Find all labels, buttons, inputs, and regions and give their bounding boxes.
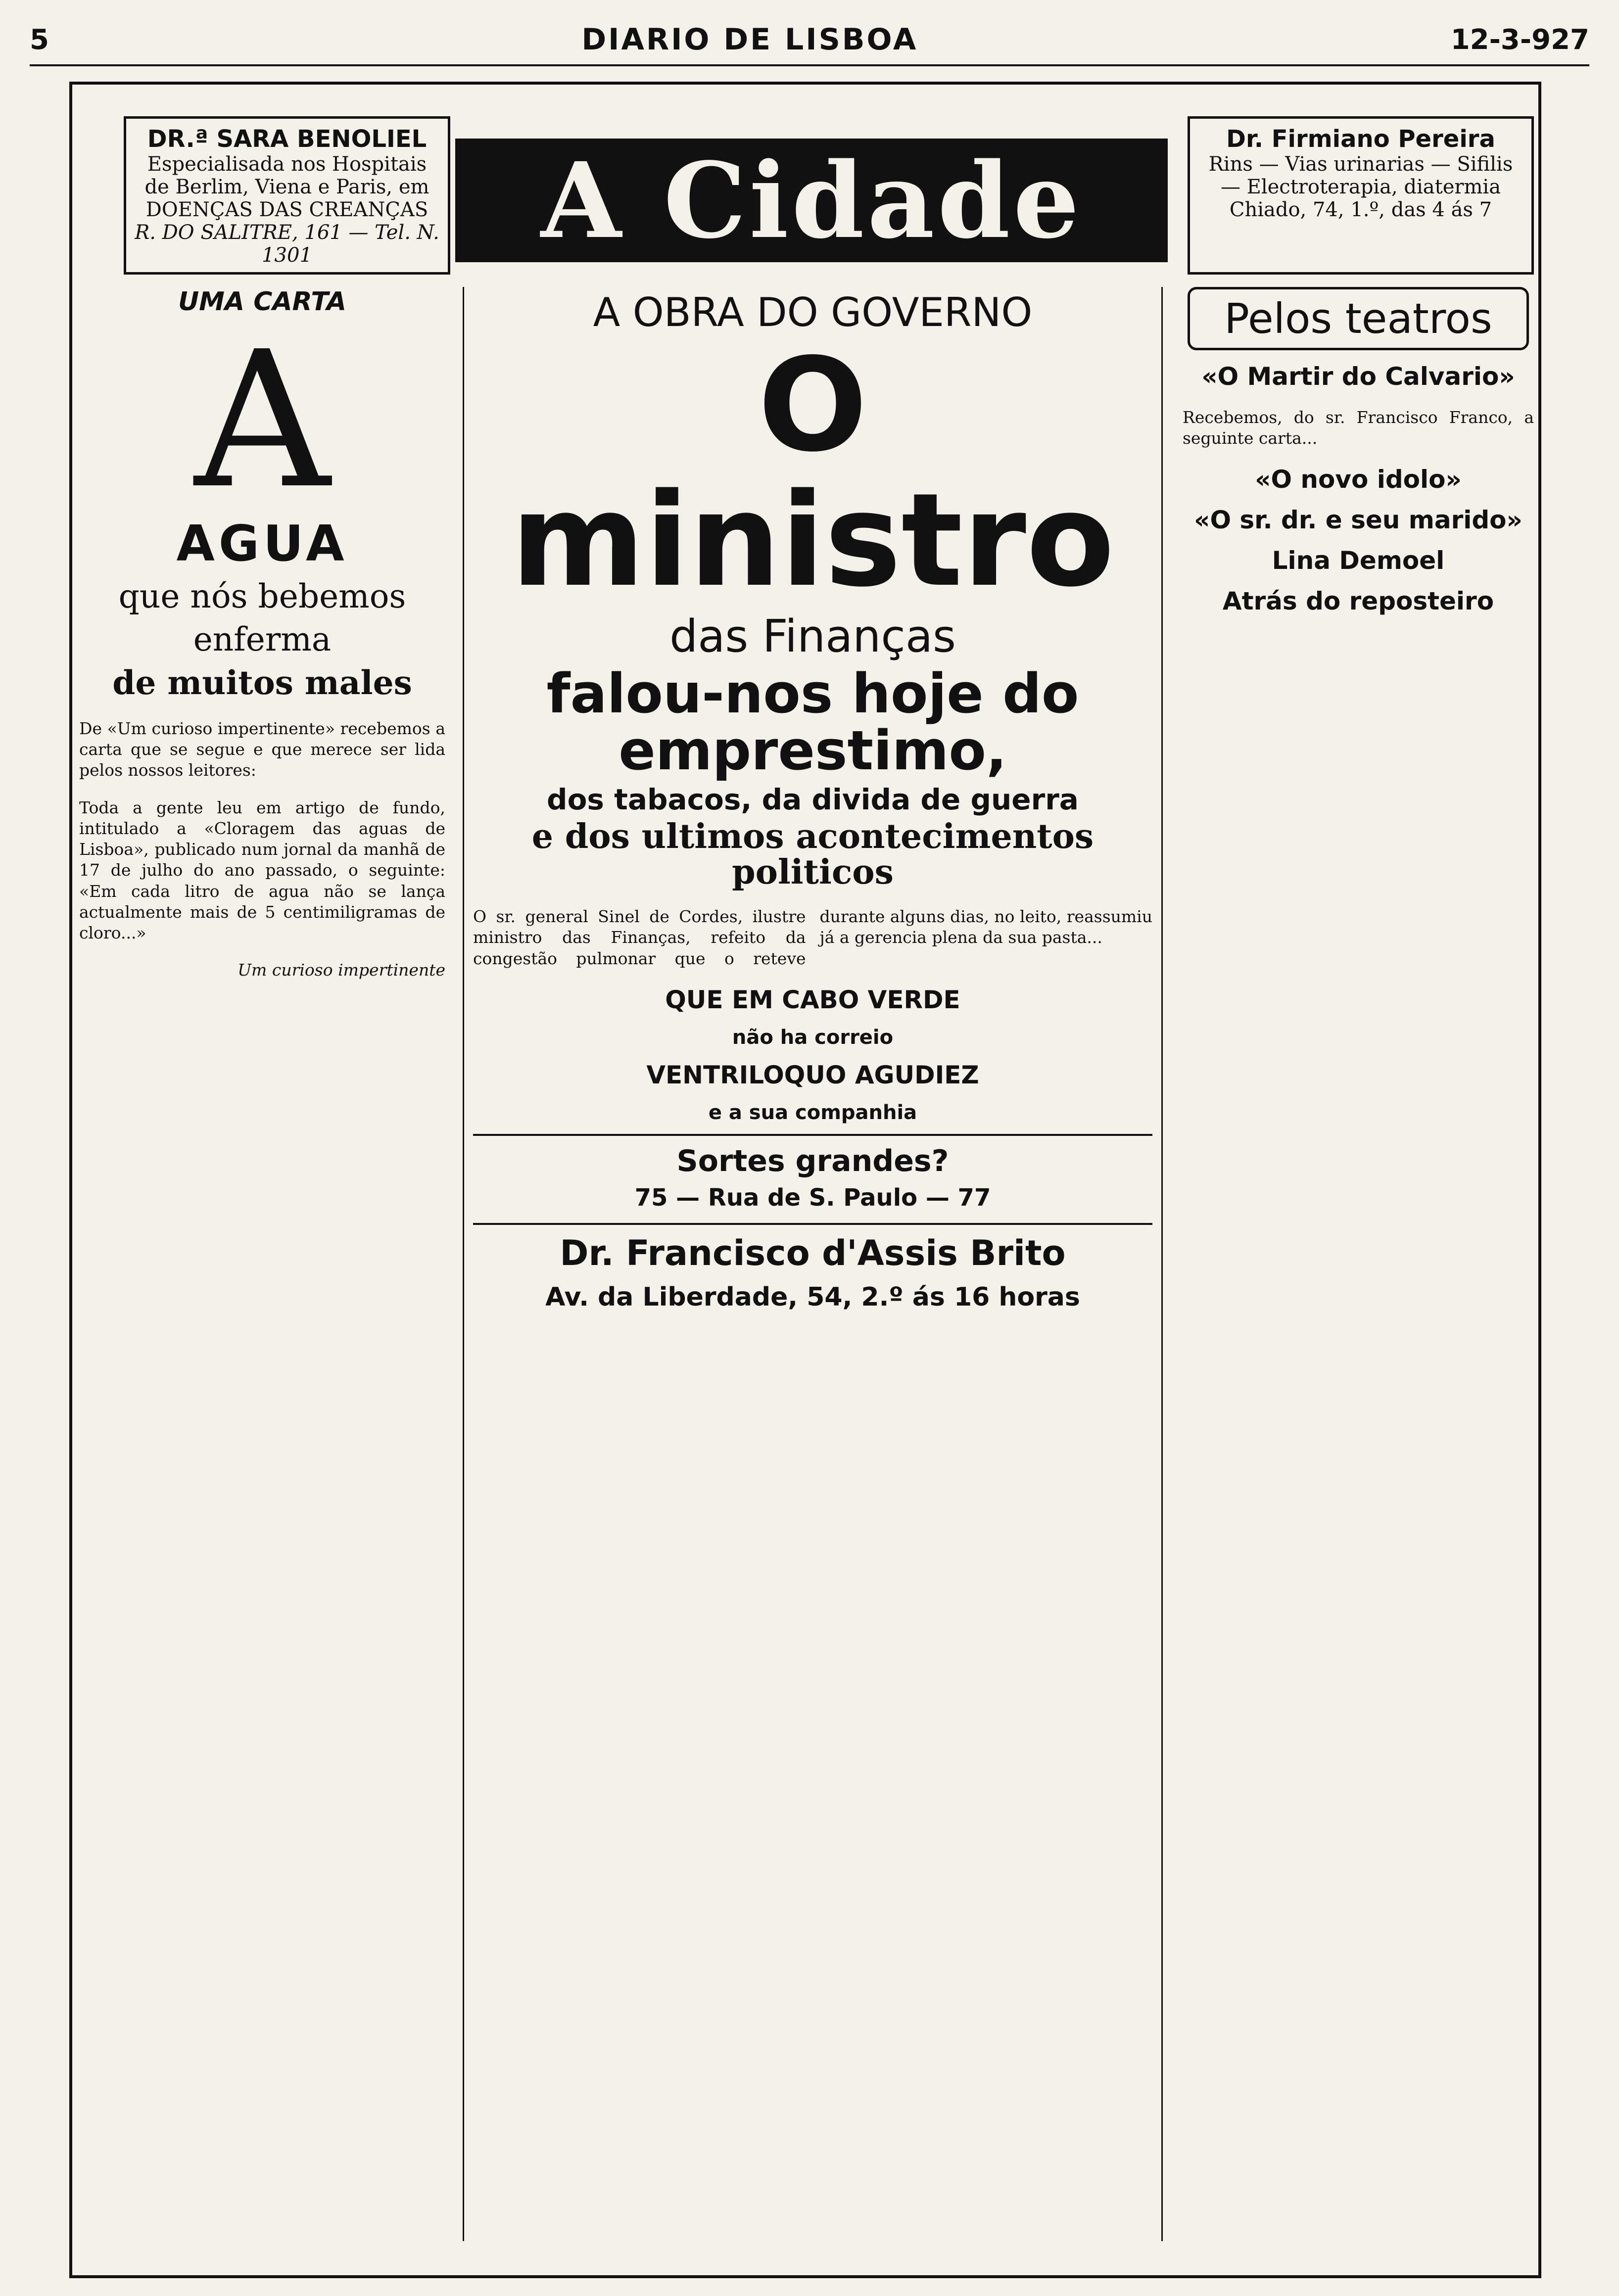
- kicker: UMA CARTA: [178, 287, 347, 317]
- signature: Um curioso impertinente: [238, 960, 445, 980]
- ad-address: Av. da Liberdade, 54, 2.º ás 16 horas: [545, 1282, 1080, 1312]
- ad-francisco-brito: [473, 1223, 1152, 1314]
- subheadline: falou-nos hoje do emprestimo,: [546, 661, 1079, 782]
- ad-sortes-grandes: [473, 1134, 1152, 1213]
- subheadline: de muitos males: [112, 663, 412, 702]
- subheadline: das Finanças: [669, 610, 956, 662]
- section-title: QUE EM CABO VERDE: [665, 985, 960, 1014]
- subheadline: dos tabacos, da divida de guerra: [547, 782, 1079, 816]
- article-text: Toda a gente leu em artigo de fundo, intitulado a «Cloragem das aguas de Lisboa», publicado num jornal da manhã de 17 de julho do ano passado, o seguinte: «Em cada litro de agua não se lança actualmente mais de 5 centimiligramas de cloro...»: [79, 797, 445, 943]
- newspaper-title: DIARIO DE LISBOA: [581, 22, 918, 57]
- section-title: «O sr. dr. e seu marido»: [1194, 506, 1523, 535]
- masthead: [30, 15, 1589, 66]
- ad-sara-benoliel: [124, 116, 450, 275]
- section-title: VENTRILOQUO AGUDIEZ: [646, 1060, 979, 1089]
- big-letter: A: [194, 311, 331, 530]
- section-title: «O novo idolo»: [1255, 465, 1462, 494]
- article-text: O sr. general Sinel de Cordes, ilustre ministro das Finanças, refeito da congestão pulmonar que o reteve durante alguns dias, no leito, reassumiu já a gerencia plena da sua pasta...: [473, 907, 1152, 968]
- right-column: [1183, 287, 1534, 2241]
- headline: AGUA: [176, 515, 348, 572]
- main-headline: O ministro: [511, 331, 1115, 615]
- ad-address: R. DO SALITRE, 161 — Tel. N. 1301: [135, 221, 439, 267]
- subheadline: enferma: [193, 620, 332, 658]
- section-subtitle: e a sua companhia: [708, 1101, 917, 1124]
- ad-text: Rins — Vias urinarias — Sifilis — Electroterapia, diatermia: [1208, 153, 1513, 199]
- article-text: Recebemos, do sr. Francisco Franco, a seguinte carta...: [1183, 408, 1534, 448]
- ad-name: Dr. Francisco d'Assis Brito: [560, 1232, 1066, 1273]
- section-title: «O Martir do Calvario»: [1201, 362, 1515, 391]
- ad-address: Chiado, 74, 1.º, das 4 ás 7: [1229, 198, 1492, 222]
- ad-title: Sortes grandes?: [676, 1143, 949, 1178]
- ad-address: 75 — Rua de S. Paulo — 77: [634, 1183, 991, 1212]
- subheadline: que nós bebemos: [118, 577, 406, 615]
- page-number: 5: [30, 23, 49, 56]
- issue-date: 12-3-927: [1450, 23, 1589, 56]
- ad-text: Especialisada nos Hospitais de Berlim, Viena e Paris, em DOENÇAS DAS CREANÇAS: [144, 153, 429, 222]
- kicker: A OBRA DO GOVERNO: [593, 289, 1033, 335]
- ad-firmiano-pereira: [1188, 116, 1534, 275]
- section-title: Atrás do reposteiro: [1222, 587, 1494, 616]
- section-banner: Pelos teatros: [1188, 287, 1529, 350]
- ad-name: Dr. Firmiano Pereira: [1226, 125, 1495, 153]
- section-subtitle: não ha correio: [732, 1026, 894, 1049]
- ad-name: DR.ª SARA BENOLIEL: [147, 125, 427, 153]
- left-column: [79, 287, 445, 2241]
- subheadline: e dos ultimos acontecimentos politicos: [531, 817, 1094, 892]
- section-title: Lina Demoel: [1272, 546, 1445, 575]
- middle-column: [463, 287, 1163, 2241]
- article-intro: De «Um curioso impertinente» recebemos a carta que se segue e que merece ser lida pelos nossos leitores:: [79, 719, 445, 780]
- a-cidade-banner: A Cidade: [455, 139, 1168, 262]
